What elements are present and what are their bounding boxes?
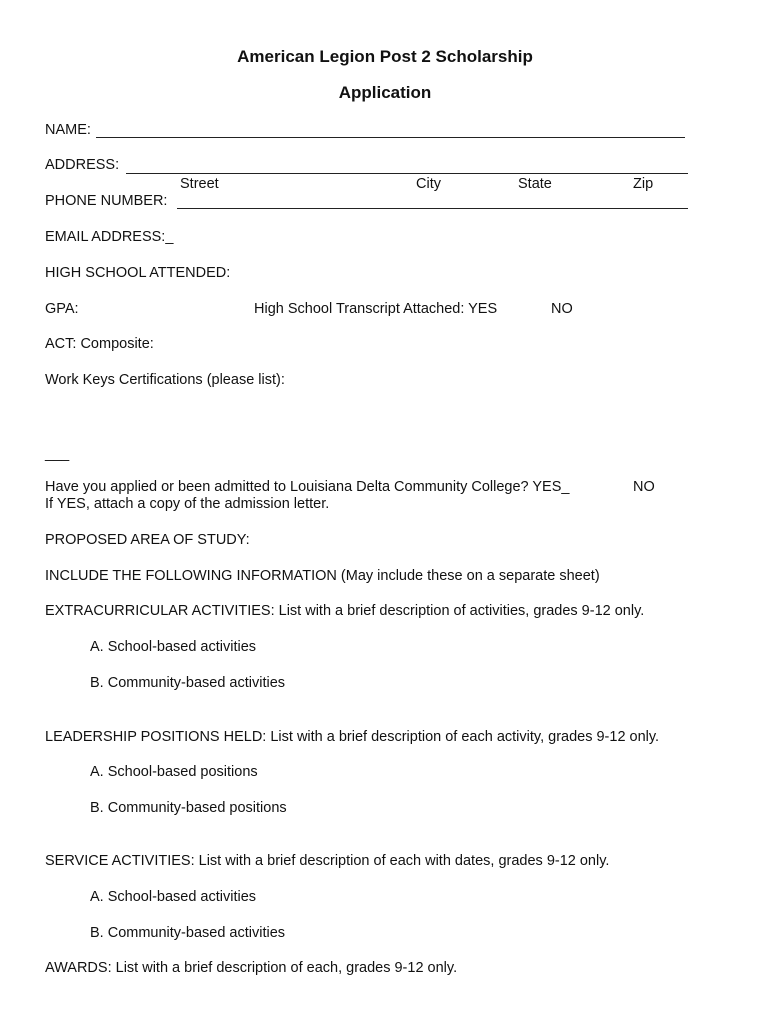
document-subtitle: Application [338,83,432,102]
service-item-a: A. School-based activities [90,889,257,905]
work-keys-label: Work Keys Certifications (please list): [45,372,285,388]
service-item-b: B. Community-based activities [90,925,286,941]
extracurricular-heading: EXTRACURRICULAR ACTIVITIES: List with a brief description of activities, grades 9-12 only. [45,603,645,619]
awards-heading: AWARDS: List with a brief description of each, grades 9-12 only. [45,960,458,976]
extracurricular-item-b: B. Community-based activities [90,675,286,691]
name-label: NAME: [45,122,91,138]
name-field[interactable] [96,137,685,138]
ldcc-note: If YES, attach a copy of the admission letter. [45,496,330,512]
work-keys-blank: ___ [45,446,70,462]
gpa-label: GPA: [45,301,79,317]
address-state-caption: State [518,176,552,192]
transcript-label: High School Transcript Attached: YES [254,301,498,317]
ldcc-no-option: NO [633,479,655,495]
phone-label: PHONE NUMBER: [45,193,168,209]
leadership-heading: LEADERSHIP POSITIONS HELD: List with a brief description of each activity, grades 9-12 only. [45,729,660,745]
service-heading: SERVICE ACTIVITIES: List with a brief description of each with dates, grades 9-12 only. [45,853,610,869]
high-school-label: HIGH SCHOOL ATTENDED: [45,265,231,281]
address-city-caption: City [416,176,441,192]
address-field[interactable] [126,173,688,174]
include-info-heading: INCLUDE THE FOLLOWING INFORMATION (May include these on a separate sheet) [45,568,600,584]
proposed-area-label: PROPOSED AREA OF STUDY: [45,532,250,548]
transcript-no-option: NO [551,301,573,317]
leadership-item-a: A. School-based positions [90,764,258,780]
document-title: American Legion Post 2 Scholarship [237,47,533,66]
act-label: ACT: Composite: [45,336,154,352]
address-zip-caption: Zip [633,176,654,192]
address-street-caption: Street [180,176,219,192]
leadership-item-b: B. Community-based positions [90,800,287,816]
ldcc-question: Have you applied or been admitted to Louisiana Delta Community College? YES_ [45,479,570,495]
extracurricular-item-a: A. School-based activities [90,639,257,655]
address-label: ADDRESS: [45,157,120,173]
phone-field[interactable] [177,208,688,209]
email-label: EMAIL ADDRESS:_ [45,229,174,245]
